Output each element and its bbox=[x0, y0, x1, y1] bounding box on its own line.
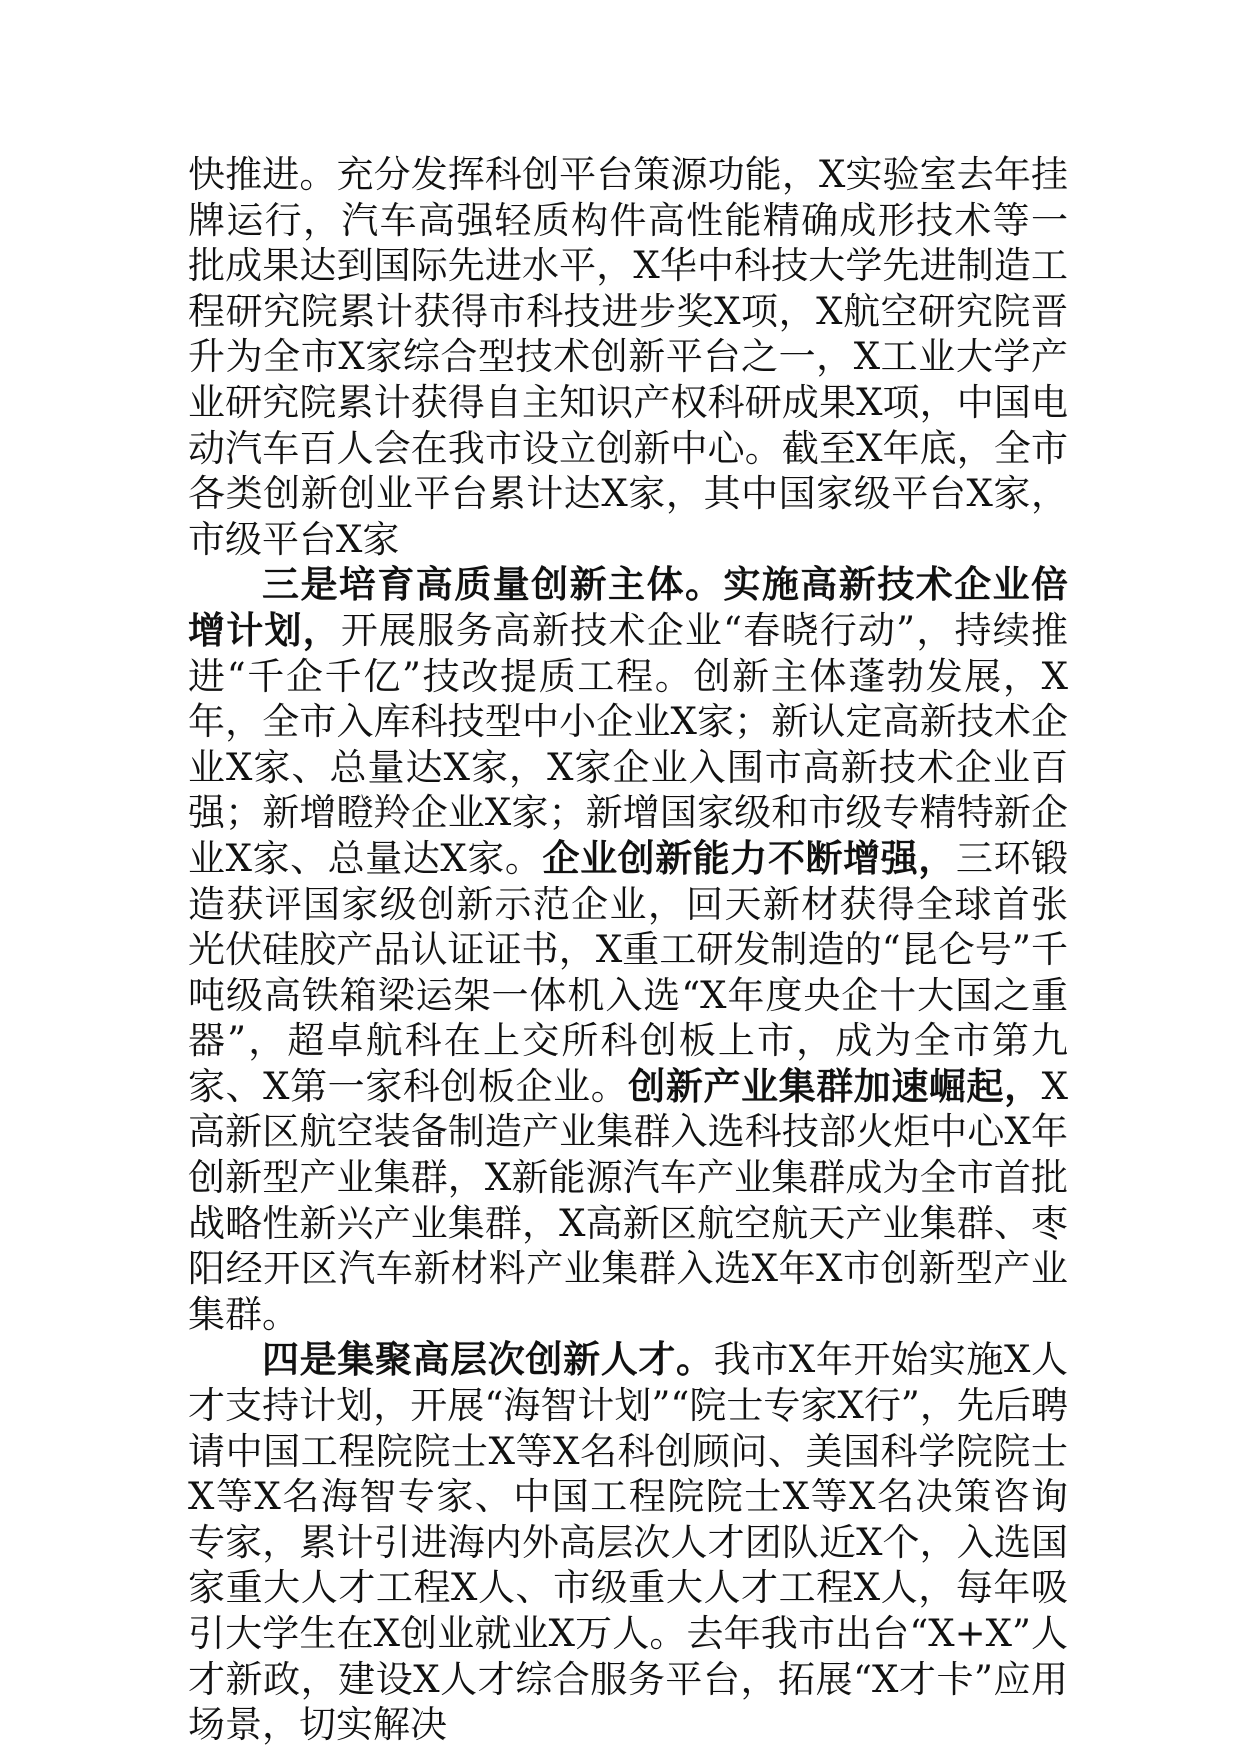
paragraph-2 bbox=[188, 562, 1068, 1337]
paragraph-3-heading: 四是集聚高层次创新人才。 bbox=[262, 1338, 714, 1382]
paragraph-2-text-1: 开展服务高新技术企业“春晓行动”，持续推进“千企千亿”技改提质工程。创新主体蓬勃发展，X年，全市入库科技型中小企业X家；新认定高新技术企业X家、总量达X家，X家企业入围市高新技术企业百强；新增瞪羚企业X家；新增国家级和市级专精特新企业X家、总量达X家。 bbox=[188, 608, 1068, 880]
paragraph-2-subheading-1: 企业创新能力不断增强， bbox=[542, 836, 956, 880]
paragraph-2-text-2: 三环锻造获评国家级创新示范企业，回天新材获得全球首张光伏硅胶产品认证证书，X重工研发制造的“昆仑号”千吨级高铁箱梁运架一体机入选“X年度央企十大国之重器”，超卓航科在上交所科创板上市，成为全市第九家、X第一家科创板企业。 bbox=[188, 836, 1069, 1108]
paragraph-2-heading: 三是培育高质量创新主体。实施高新技术企业倍增计划， bbox=[188, 563, 1068, 652]
document-page bbox=[188, 152, 1068, 1748]
paragraph-1-text: 快推进。充分发挥科创平台策源功能，X实验室去年挂牌运行，汽车高强轻质构件高性能精确成形技术等一批成果达到国际先进水平，X华中科技大学先进制造工程研究院累计获得市科技进步奖X项，X航空研究院晋升为全市X家综合型技术创新平台之一，X工业大学产业研究院累计获得自主知识产权科研成果X项，中国电动汽车百人会在我市设立创新中心。截至X年底，全市各类创新创业平台累计达X家，其中国家级平台X家，市级平台X家 bbox=[188, 153, 1068, 561]
paragraph-1 bbox=[188, 152, 1068, 562]
paragraph-2-subheading-2: 创新产业集群加速崛起， bbox=[628, 1064, 1042, 1108]
paragraph-2-text-3: X高新区航空装备制造产业集群入选科技部火炬中心X年创新型产业集群，X新能源汽车产业集群成为全市首批战略性新兴产业集群，X高新区航空航天产业集群、枣阳经开区汽车新材料产业集群入选X年X市创新型产业集群。 bbox=[188, 1064, 1069, 1336]
paragraph-3 bbox=[188, 1337, 1068, 1747]
paragraph-3-text: 我市X年开始实施X人才支持计划，开展“海智计划”“院士专家X行”，先后聘请中国工程院院士X等X名科创顾问、美国科学院院士X等X名海智专家、中国工程院院士X等X名决策咨询专家，累计引进海内外高层次人才团队近X个，入选国家重大人才工程X人、市级重大人才工程X人，每年吸引大学生在X创业就业X万人。去年我市出台“X+X”人才新政，建设X人才综合服务平台，拓展“X才卡”应用场景，切实解决 bbox=[188, 1338, 1068, 1747]
